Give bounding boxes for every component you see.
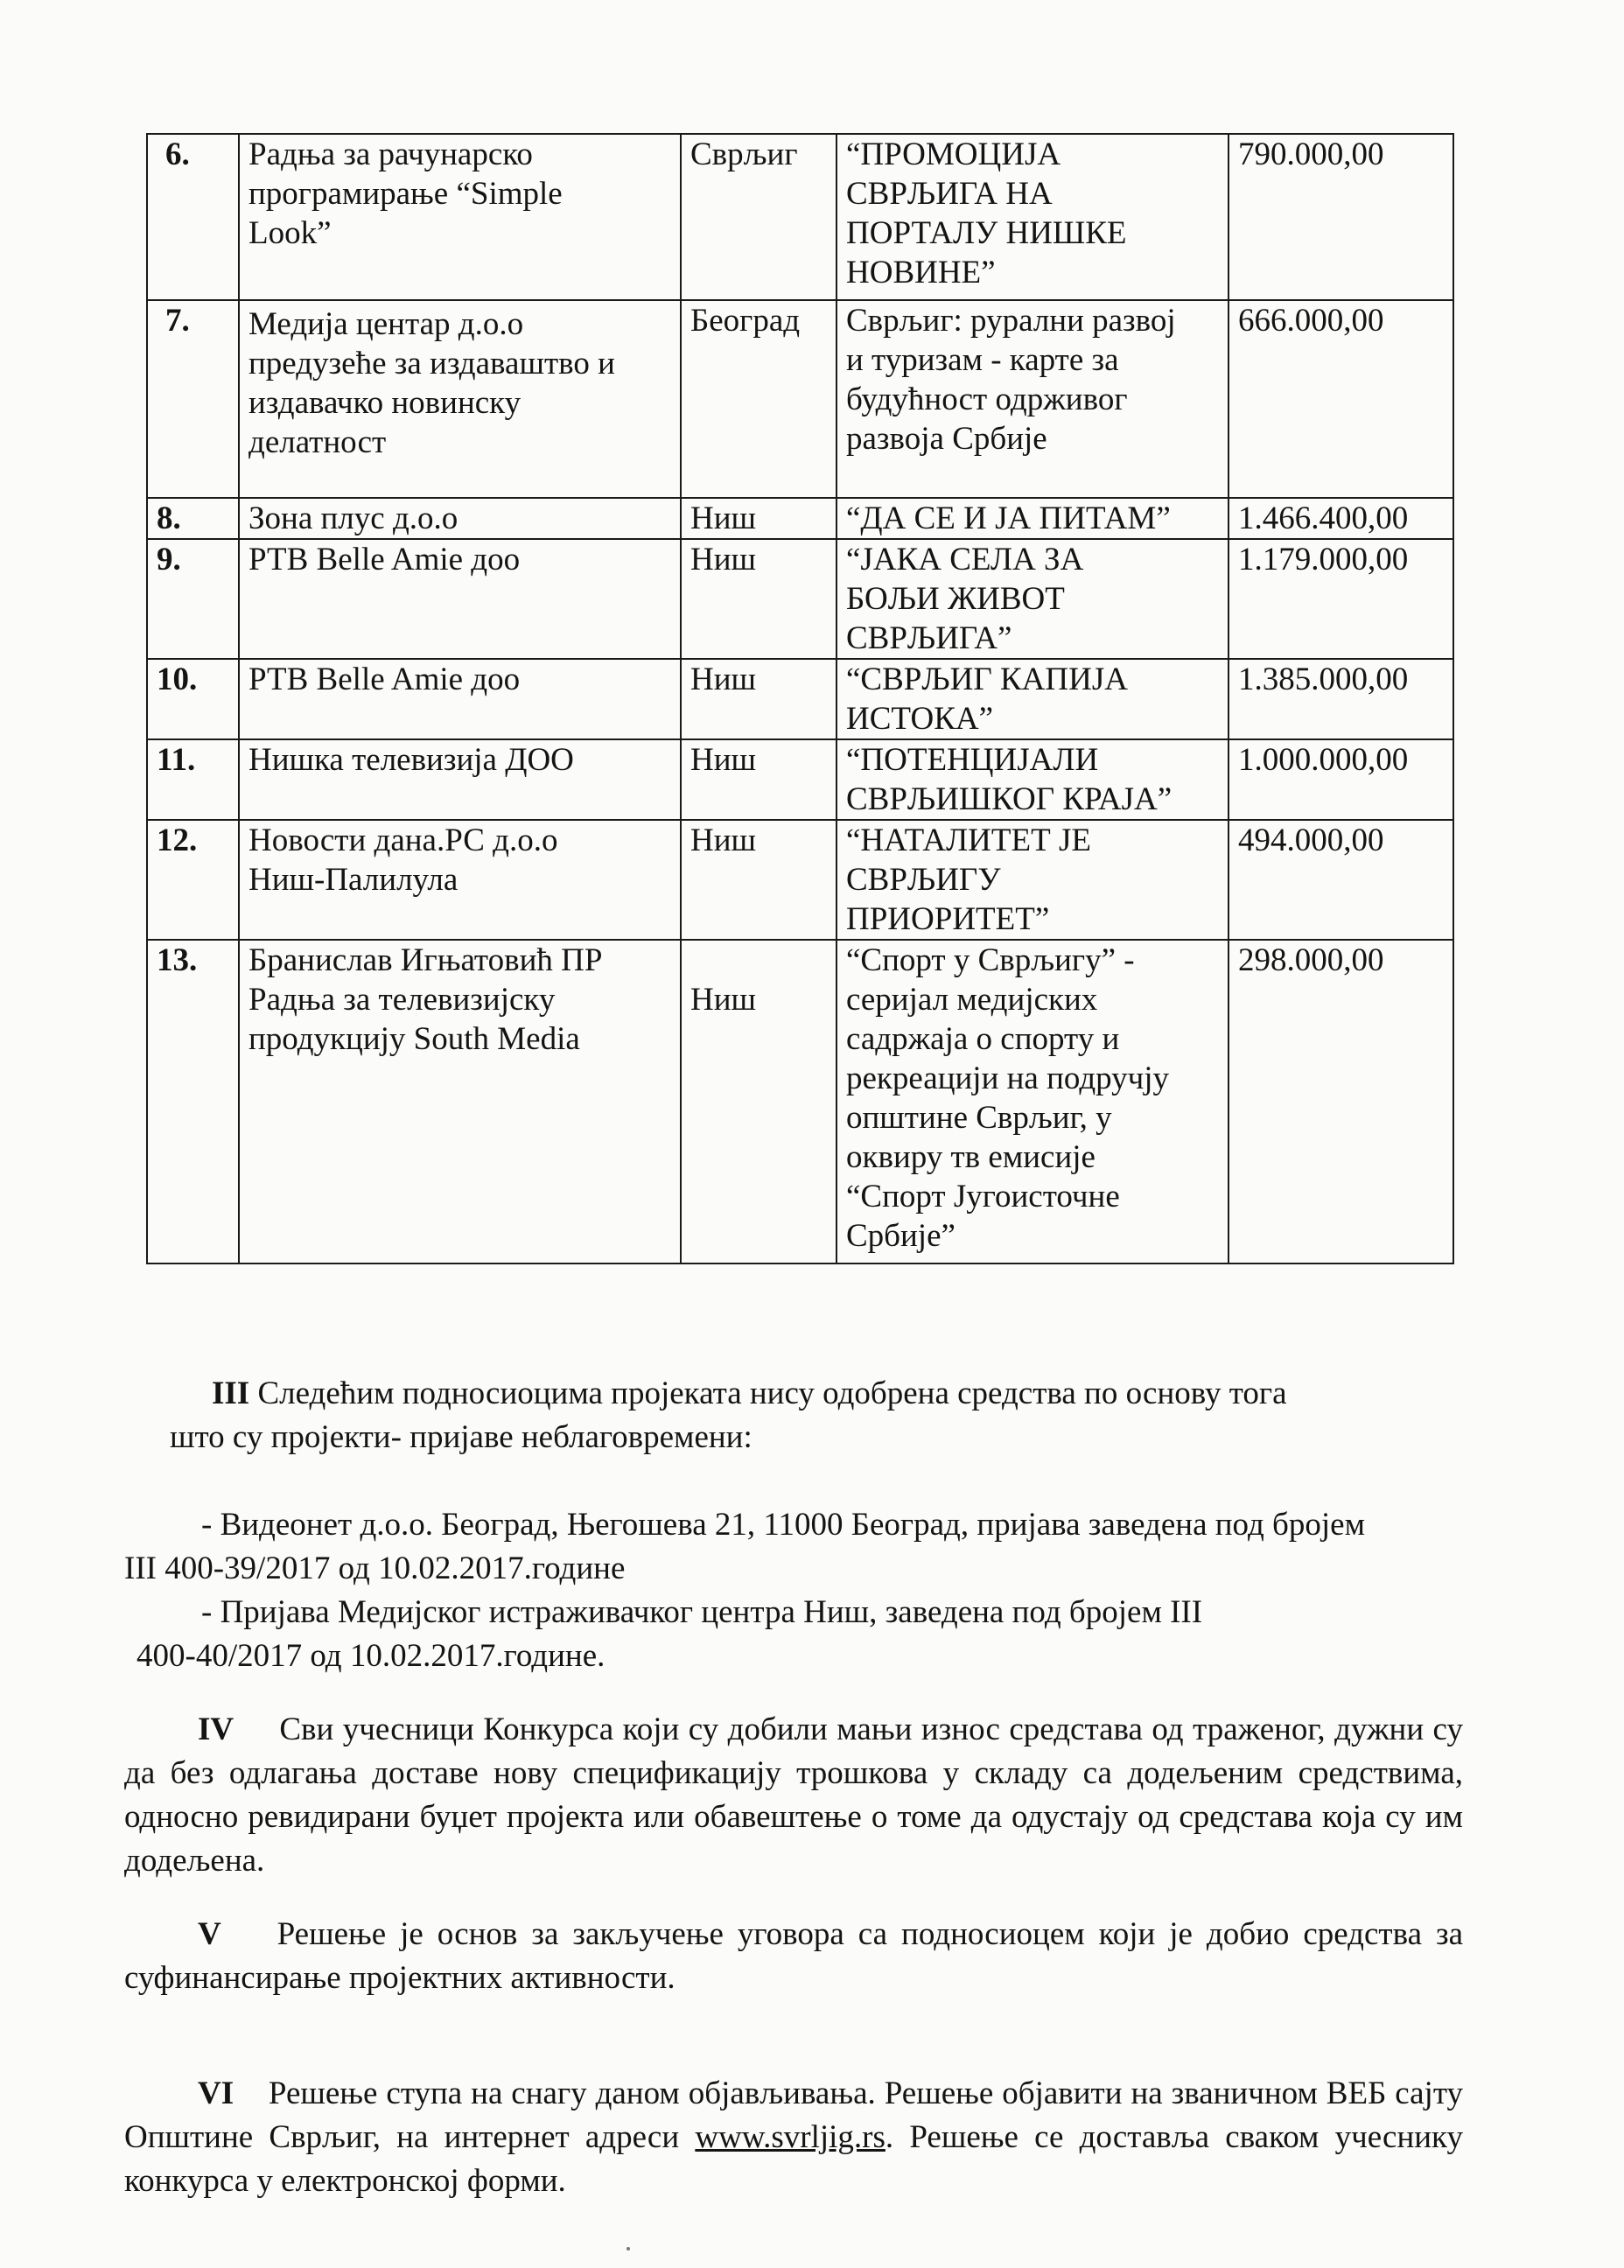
amount-cell: 298.000,00 [1228,940,1453,1264]
section-text: Следећим подносиоцима пројеката нису одобрена средства по основу тога [257,1376,1287,1411]
row-number: 7. [147,300,239,498]
table-row [147,739,1453,820]
project-cell: “ПРОМОЦИЈА СВРЉИГА НА ПОРТАЛУ НИШКЕ НОВИНЕ” [836,134,1228,300]
project-cell: “НАТАЛИТЕТ ЈЕ СВРЉИГУ ПРИОРИТЕТ” [836,820,1228,940]
applicant-cell: Бранислав Игњатовић ПР Радња за телевизијску продукцију South Media [239,940,681,1264]
section-text: Сви учесници Конкурса који су добили мањи износ средстава од траженог, дужни су да без одлагања доставе нову спецификацију трошкова у складу са додељеним средствима, односно ревидирани буџет пројекта или обавештење о томе да одустају од средстава која су им додељена. [124,1712,1463,1879]
grants-table [146,133,1454,1264]
city-cell: Ниш [681,739,836,820]
table-row [147,300,1453,498]
section-text: Решење је основ за закључење уговора са подносиоцем који је добио средства за суфинансирање пројектних активности. [124,1916,1463,1996]
table-row [147,134,1453,300]
section-number: III [212,1376,250,1411]
section-text: што су пројекти- пријаве неблаговремени: [170,1419,752,1455]
row-number: 12. [147,820,239,940]
amount-cell: 1.385.000,00 [1228,659,1453,739]
project-cell: “ПОТЕНЦИЈАЛИ СВРЉИШКОГ КРАЈА” [836,739,1228,820]
table-row [147,820,1453,940]
list-item: - Пријава Медијског истраживачког центра Ниш, заведена под бројем III [201,1594,1203,1630]
row-number: 13. [147,940,239,1264]
amount-cell: 494.000,00 [1228,820,1453,940]
project-cell: “СВРЉИГ КАПИЈА ИСТОКА” [836,659,1228,739]
list-item: 400-40/2017 од 10.02.2017.године. [136,1638,606,1674]
amount-cell: 666.000,00 [1228,300,1453,498]
section-number: V [198,1916,221,1952]
amount-cell: 790.000,00 [1228,134,1453,300]
project-cell: “ЈАКА СЕЛА ЗА БОЉИ ЖИВОТ СВРЉИГА” [836,539,1228,659]
section-iii [124,1372,1463,1678]
applicant-cell: Радња за рачунарско програмирање “Simple Look” [239,134,681,300]
table-row [147,498,1453,539]
table-row [147,659,1453,739]
section-vi [124,2072,1463,2203]
row-number: 8. [147,498,239,539]
city-cell: Београд [681,300,836,498]
scan-speck [626,2247,630,2250]
amount-cell: 1.179.000,00 [1228,539,1453,659]
row-number: 11. [147,739,239,820]
website-link[interactable]: www.svrljig.rs [695,2119,886,2155]
table-row [147,940,1453,1264]
city-cell: Ниш [681,659,836,739]
row-number: 6. [147,134,239,300]
applicant-cell: Нишка телевизија ДОО [239,739,681,820]
row-number: 10. [147,659,239,739]
amount-cell: 1.466.400,00 [1228,498,1453,539]
applicant-cell: РТВ Belle Amie доо [239,539,681,659]
city-cell: Ниш [681,498,836,539]
applicant-cell: Новости дана.РС д.о.о Ниш-Палилула [239,820,681,940]
city-cell: Ниш [681,820,836,940]
list-item: - Видеонет д.о.о. Београд, Његошева 21, 11000 Београд, пријава заведена под бројем [201,1507,1365,1543]
project-cell: Сврљиг: рурални развој и туризам - карте за будућност одрживог развоја Србије [836,300,1228,498]
project-cell: “ДА СЕ И ЈА ПИТАМ” [836,498,1228,539]
applicant-cell: РТВ Belle Amie доо [239,659,681,739]
applicant-cell: Медија центар д.о.о предузеће за издаваштво и издавачко новинску делатност [239,300,681,498]
section-v [124,1913,1463,2000]
section-number: IV [198,1712,234,1747]
table-row [147,539,1453,659]
section-iv [124,1708,1463,1883]
city-cell: Сврљиг [681,134,836,300]
section-number: VI [198,2076,234,2111]
section-text: . Решење се доставља сваком учеснику конкурса у електронској форми. [124,2119,1464,2199]
section-text: Решење ступа на снагу даном објављивања. Решење објавити на званичном ВЕБ сајту Општине Сврљиг, на интернет адреси [124,2076,1464,2155]
list-item: III 400-39/2017 од 10.02.2017.године [124,1550,626,1586]
project-cell: “Спорт у Сврљигу” - серијал медијских садржаја о спорту и рекреацији на подручју општине Сврљиг, у оквиру тв емисије “Спорт Југоисточне Србије” [836,940,1228,1264]
applicant-cell: Зона плус д.о.о [239,498,681,539]
city-cell: Ниш [681,940,836,1264]
amount-cell: 1.000.000,00 [1228,739,1453,820]
row-number: 9. [147,539,239,659]
city-cell: Ниш [681,539,836,659]
